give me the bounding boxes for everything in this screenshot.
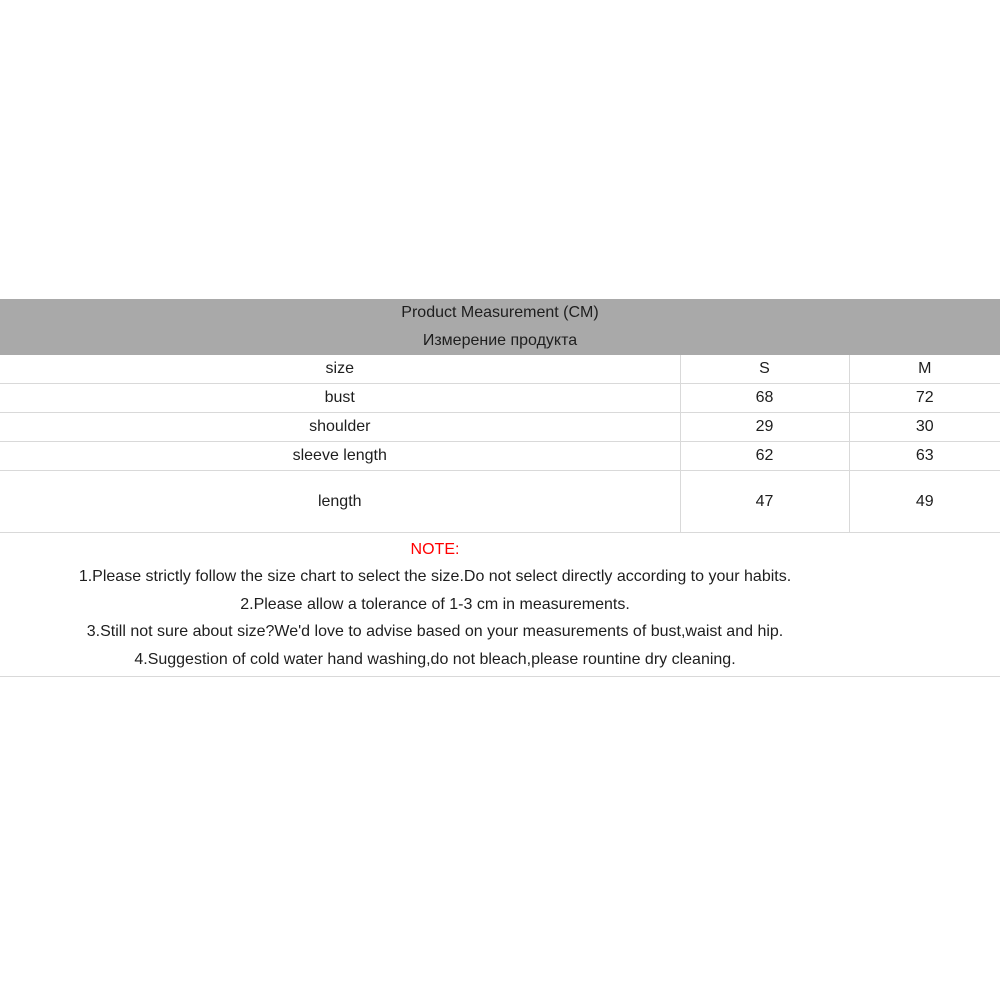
cell-value: 68 xyxy=(680,384,849,413)
chart-header xyxy=(0,299,1000,355)
row-label: sleeve length xyxy=(0,442,680,471)
cell-value: 29 xyxy=(680,413,849,442)
table-row xyxy=(0,442,1000,471)
cell-value: 30 xyxy=(849,413,1000,442)
chart-subtitle: Измерение продукта xyxy=(422,332,578,349)
note-item: 2.Please allow a tolerance of 1-3 cm in measurements. xyxy=(240,595,630,613)
note-item: 1.Please strictly follow the size chart to select the size.Do not select directly according to your habits. xyxy=(78,568,792,586)
cell-value: 49 xyxy=(849,471,1000,533)
size-chart xyxy=(0,299,1000,677)
chart-title: Product Measurement (CM) xyxy=(401,304,599,321)
notes-section xyxy=(0,533,1000,677)
table-row xyxy=(0,384,1000,413)
table-row xyxy=(0,413,1000,442)
row-label: bust xyxy=(0,384,680,413)
row-label: shoulder xyxy=(0,413,680,442)
note-item: 4.Suggestion of cold water hand washing,do not bleach,please rountine dry cleaning. xyxy=(134,650,736,668)
cell-value: 72 xyxy=(849,384,1000,413)
column-header-m: M xyxy=(849,355,1000,384)
table-header-row xyxy=(0,355,1000,384)
column-header-size: size xyxy=(0,355,680,384)
note-item: 3.Still not sure about size?We'd love to advise based on your measurements of bust,waist and hip. xyxy=(86,623,784,641)
column-header-s: S xyxy=(680,355,849,384)
cell-value: 47 xyxy=(680,471,849,533)
row-label: length xyxy=(0,471,680,533)
notes-title: NOTE: xyxy=(410,541,460,558)
table-row xyxy=(0,471,1000,533)
size-table xyxy=(0,355,1000,533)
cell-value: 63 xyxy=(849,442,1000,471)
cell-value: 62 xyxy=(680,442,849,471)
